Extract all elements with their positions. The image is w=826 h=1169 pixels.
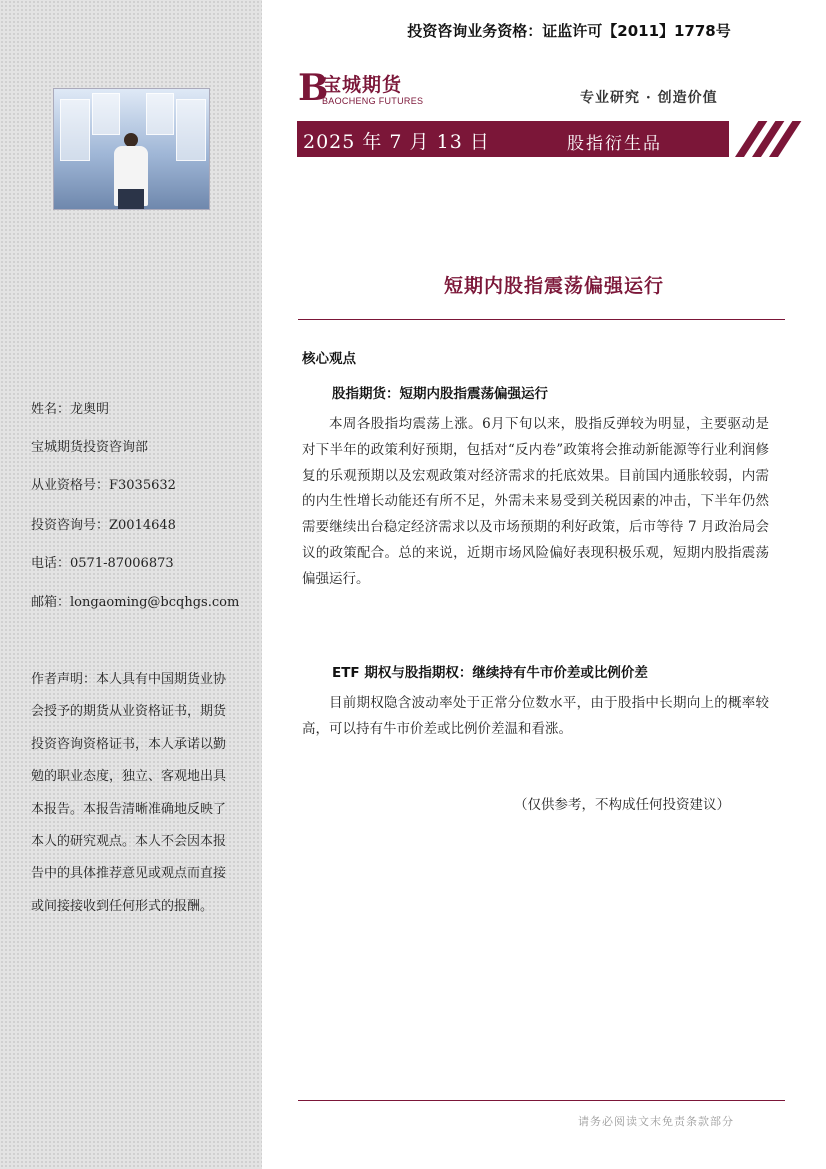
section1-body: 本周各股指均震荡上涨。6月下旬以来，股指反弹较为明显，主要驱动是对下半年的政策利好预期，包括对“反内卷”政策将会推动新能源等行业利润修复的乐观预期以及宏观政策对经济需求的托底效果。目前国内通胀较弱，内需的内生性增长动能还有所不足，外需未来易受到关税因素的冲击，下半年仍然需要继续出台稳定经济需求以及市场预期的利好政策，后市等待 7 月政治局会议的政策配合。总的来说，近期市场风险偏好表现积极乐观，短期内股指震荡偏强运行。 [302, 416, 769, 587]
report-category: 股指衍生品 [567, 134, 662, 154]
core-heading: 核心观点 [302, 351, 356, 367]
analyst-phone: 电话：0571-87006873 [31, 556, 174, 571]
footer-text: 请务必阅读文末免责条款部分 [578, 1115, 734, 1128]
photo-panel-mid-left [92, 93, 120, 135]
sidebar [0, 0, 262, 1169]
header-photo [53, 88, 210, 210]
author-declaration: 作者声明：本人具有中国期货业协会授予的期货从业资格证书，期货投资咨询资格证书，本人承诺以勤勉的职业态度，独立、客观地出具本报告。本报告清晰准确地反映了本人的研究观点。本人不会因本报告中的具体推荐意见或观点而直接或间接接收到任何形式的报酬。 [31, 672, 227, 914]
section1-heading: 股指期货：短期内股指震荡偏强运行 [332, 386, 548, 402]
date-banner [297, 121, 729, 157]
company-logo [298, 68, 438, 110]
photo-panel-left [60, 99, 90, 161]
analyst-department: 宝城期货投资咨询部 [31, 440, 149, 455]
title-divider [298, 319, 785, 320]
analyst-email: 邮箱：longaoming@bcqhgs.com [31, 595, 240, 610]
section2-heading: ETF 期权与股指期权：继续持有牛市价差或比例价差 [332, 665, 648, 681]
logo-english: BAOCHENG FUTURES [322, 96, 424, 106]
disclaimer-note: （仅供参考，不构成任何投资建议） [514, 797, 730, 813]
analyst-consult-number: 投资咨询号：Z0014648 [31, 518, 176, 533]
logo-mark: B [298, 67, 329, 109]
photo-panel-right [176, 99, 206, 161]
report-title: 短期内股指震荡偏强运行 [443, 275, 664, 297]
photo-person-head [124, 133, 138, 147]
qualification-line: 投资咨询业务资格：证监许可【2011】1778号 [407, 22, 731, 40]
logo-chinese: 宝城期货 [322, 74, 403, 96]
analyst-license: 从业资格号：F3035632 [31, 478, 176, 493]
photo-panel-mid-right [146, 93, 174, 135]
photo-person-legs [118, 189, 144, 209]
slogan: 专业研究 · 创造价值 [580, 90, 718, 106]
analyst-name: 姓名：龙奥明 [31, 402, 110, 417]
report-date: 2025 年 7 月 13 日 [303, 131, 490, 153]
section2-body: 目前期权隐含波动率处于正常分位数水平，由于股指中长期向上的概率较高，可以持有牛市价差或比例价差温和看涨。 [302, 695, 769, 737]
footer-divider [298, 1100, 785, 1101]
